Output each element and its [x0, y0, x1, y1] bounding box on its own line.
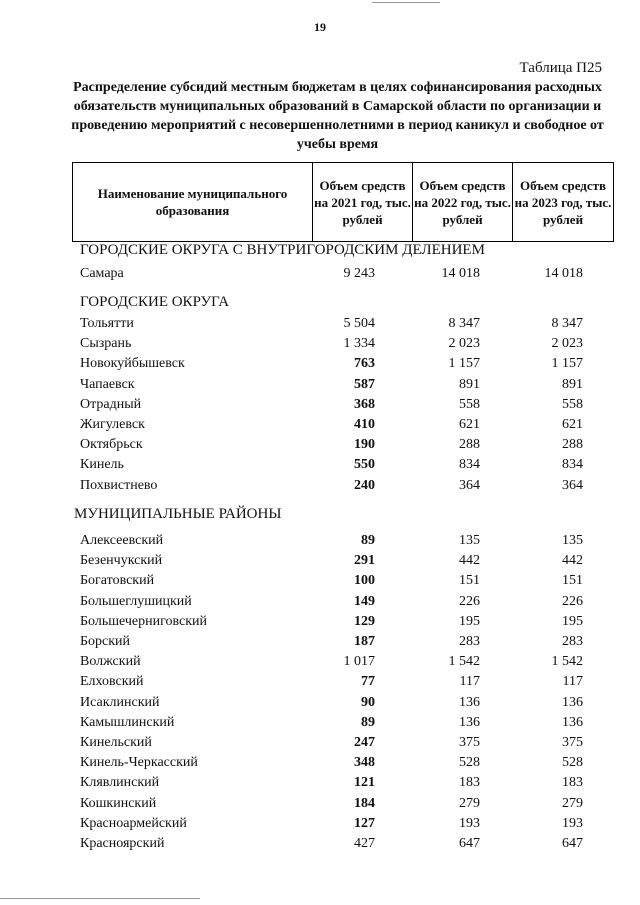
value-2021: 427 [354, 836, 375, 851]
table-row [0, 354, 640, 374]
value-2021: 1 017 [343, 654, 375, 670]
table-row [0, 834, 640, 854]
row-name: Жигулевск [80, 417, 145, 432]
table-row [0, 334, 640, 354]
value-2022: 117 [459, 674, 480, 690]
value-2021: 368 [354, 396, 375, 412]
value-2023: 195 [562, 613, 583, 629]
page-number: 19 [314, 20, 326, 34]
header-2023: Объем средств на 2023 год, тыс. рублей [514, 177, 612, 227]
value-2023: 283 [562, 634, 583, 649]
row-name: Кинель [80, 457, 124, 473]
value-2023: 364 [562, 477, 583, 493]
table-row [0, 612, 640, 632]
value-2022: 14 018 [441, 266, 480, 281]
value-2021: 121 [354, 775, 375, 791]
value-2021: 247 [354, 735, 375, 750]
row-name: Тольятти [80, 316, 134, 331]
table-row [0, 794, 640, 814]
value-2023: 183 [562, 775, 583, 791]
row-name: Отрадный [80, 396, 142, 412]
section-heading: ГОРОДСКИЕ ОКРУГА С ВНУТРИГОРОДСКИМ ДЕЛЕНИЕМ [80, 242, 485, 258]
value-2023: 891 [562, 376, 583, 392]
value-2021: 410 [354, 417, 375, 432]
row-name: Чапаевск [80, 376, 135, 392]
row-name: Самара [80, 266, 124, 281]
table-row [0, 375, 640, 395]
value-2023: 117 [562, 674, 583, 690]
table-row [0, 693, 640, 713]
value-2021: 129 [354, 613, 375, 629]
table-row [0, 733, 640, 753]
value-2022: 1 542 [448, 654, 480, 670]
row-name: Кошкинский [80, 795, 157, 811]
value-2023: 136 [562, 694, 583, 710]
value-2022: 193 [459, 815, 480, 831]
value-2023: 621 [562, 417, 583, 432]
value-2023: 288 [562, 437, 583, 453]
value-2021: 184 [354, 795, 375, 811]
row-name: Новокуйбышевск [80, 356, 185, 372]
value-2022: 136 [459, 694, 480, 710]
table-id: Таблица П25 [519, 60, 602, 76]
value-2021: 550 [354, 457, 375, 473]
value-2023: 375 [562, 735, 583, 750]
table-row [0, 773, 640, 793]
value-2021: 1 334 [343, 336, 375, 352]
value-2022: 647 [459, 836, 480, 851]
value-2021: 100 [354, 573, 375, 589]
value-2022: 375 [459, 735, 480, 750]
value-2022: 528 [459, 755, 480, 771]
row-name: Похвистнево [80, 477, 158, 493]
row-name: Исаклинский [80, 694, 160, 710]
value-2021: 291 [354, 553, 375, 569]
table-row [0, 415, 640, 435]
top-rule [372, 2, 440, 3]
value-2021: 89 [361, 533, 375, 548]
value-2022: 151 [459, 573, 480, 589]
value-2022: 8 347 [448, 316, 480, 331]
value-2022: 621 [459, 417, 480, 432]
value-2022: 195 [459, 613, 480, 629]
row-name: Кинельский [80, 735, 152, 750]
value-2023: 193 [562, 815, 583, 831]
value-2021: 90 [361, 694, 375, 710]
header-name: Наименование муниципального образования [73, 163, 313, 241]
table-row [0, 435, 640, 455]
table-row [0, 632, 640, 652]
value-2022: 834 [459, 457, 480, 473]
value-2023: 8 347 [551, 316, 583, 331]
table-row [0, 314, 640, 334]
value-2021: 77 [361, 674, 375, 690]
row-name: Октябрьск [80, 437, 143, 453]
value-2023: 442 [562, 553, 583, 569]
value-2023: 226 [562, 593, 583, 609]
value-2021: 240 [354, 477, 375, 493]
value-2023: 279 [562, 795, 583, 811]
table-row [0, 264, 640, 284]
value-2023: 135 [562, 533, 583, 548]
value-2022: 558 [459, 396, 480, 412]
header-2021: Объем средств на 2021 год, тыс. рублей [313, 163, 413, 241]
row-name: Сызрань [80, 336, 132, 352]
table-row [0, 672, 640, 692]
table-row [0, 395, 640, 415]
value-2022: 1 157 [448, 356, 480, 372]
value-2021: 89 [361, 714, 375, 730]
value-2022: 135 [459, 533, 480, 548]
value-2022: 283 [459, 634, 480, 649]
value-2022: 2 023 [448, 336, 480, 352]
row-name: Большечерниговский [80, 613, 208, 629]
table-row [0, 652, 640, 672]
section-heading: МУНИЦИПАЛЬНЫЕ РАЙОНЫ [74, 506, 282, 522]
table-row [0, 753, 640, 773]
value-2021: 190 [354, 437, 375, 453]
table-row [0, 571, 640, 591]
header-2022: Объем средств на 2022 год, тыс. рублей [413, 163, 513, 241]
value-2023: 1 542 [551, 654, 583, 670]
value-2021: 763 [354, 356, 375, 372]
value-2023: 136 [562, 714, 583, 730]
value-2021: 187 [354, 634, 375, 649]
value-2021: 9 243 [343, 266, 375, 281]
row-name: Большеглушицкий [80, 593, 192, 609]
row-name: Безенчукский [80, 553, 163, 569]
row-name: Алексеевский [80, 533, 164, 548]
table-row [0, 551, 640, 571]
table-row [0, 455, 640, 475]
table-row [0, 531, 640, 551]
row-name: Камышлинский [80, 714, 175, 730]
value-2023: 528 [562, 755, 583, 771]
value-2022: 364 [459, 477, 480, 493]
row-name: Красноармейский [80, 815, 187, 831]
value-2021: 5 504 [343, 316, 375, 331]
table-row [0, 476, 640, 496]
value-2023: 2 023 [551, 336, 583, 352]
value-2021: 149 [354, 593, 375, 609]
section-heading: ГОРОДСКИЕ ОКРУГА [80, 294, 230, 310]
value-2022: 136 [459, 714, 480, 730]
value-2022: 288 [459, 437, 480, 453]
value-2022: 226 [459, 593, 480, 609]
table-header [72, 162, 614, 242]
footnote-rule [0, 898, 200, 899]
value-2023: 1 157 [551, 356, 583, 372]
value-2023: 558 [562, 396, 583, 412]
value-2021: 127 [354, 815, 375, 831]
value-2022: 183 [459, 775, 480, 791]
row-name: Кинель-Черкасский [80, 755, 198, 771]
row-name: Богатовский [80, 573, 155, 589]
value-2022: 891 [459, 376, 480, 392]
value-2023: 151 [562, 573, 583, 589]
value-2022: 279 [459, 795, 480, 811]
row-name: Волжский [80, 654, 141, 670]
value-2023: 14 018 [544, 266, 583, 281]
value-2023: 834 [562, 457, 583, 473]
value-2021: 587 [354, 376, 375, 392]
row-name: Клявлинский [80, 775, 160, 791]
value-2023: 647 [562, 836, 583, 851]
table-row [0, 592, 640, 612]
row-name: Красноярский [80, 836, 165, 851]
value-2022: 442 [459, 553, 480, 569]
row-name: Борский [80, 634, 131, 649]
table-title: Распределение субсидий местным бюджетам в целях софинансирования расходных обязательств муниципальных образований в Самарской области по организации и проведению мероприятий с несовершеннолетними в период каникул и свободное от учебы время [71, 80, 604, 152]
row-name: Елховский [80, 674, 144, 690]
value-2021: 348 [354, 755, 375, 771]
table-row [0, 814, 640, 834]
table-row [0, 713, 640, 733]
